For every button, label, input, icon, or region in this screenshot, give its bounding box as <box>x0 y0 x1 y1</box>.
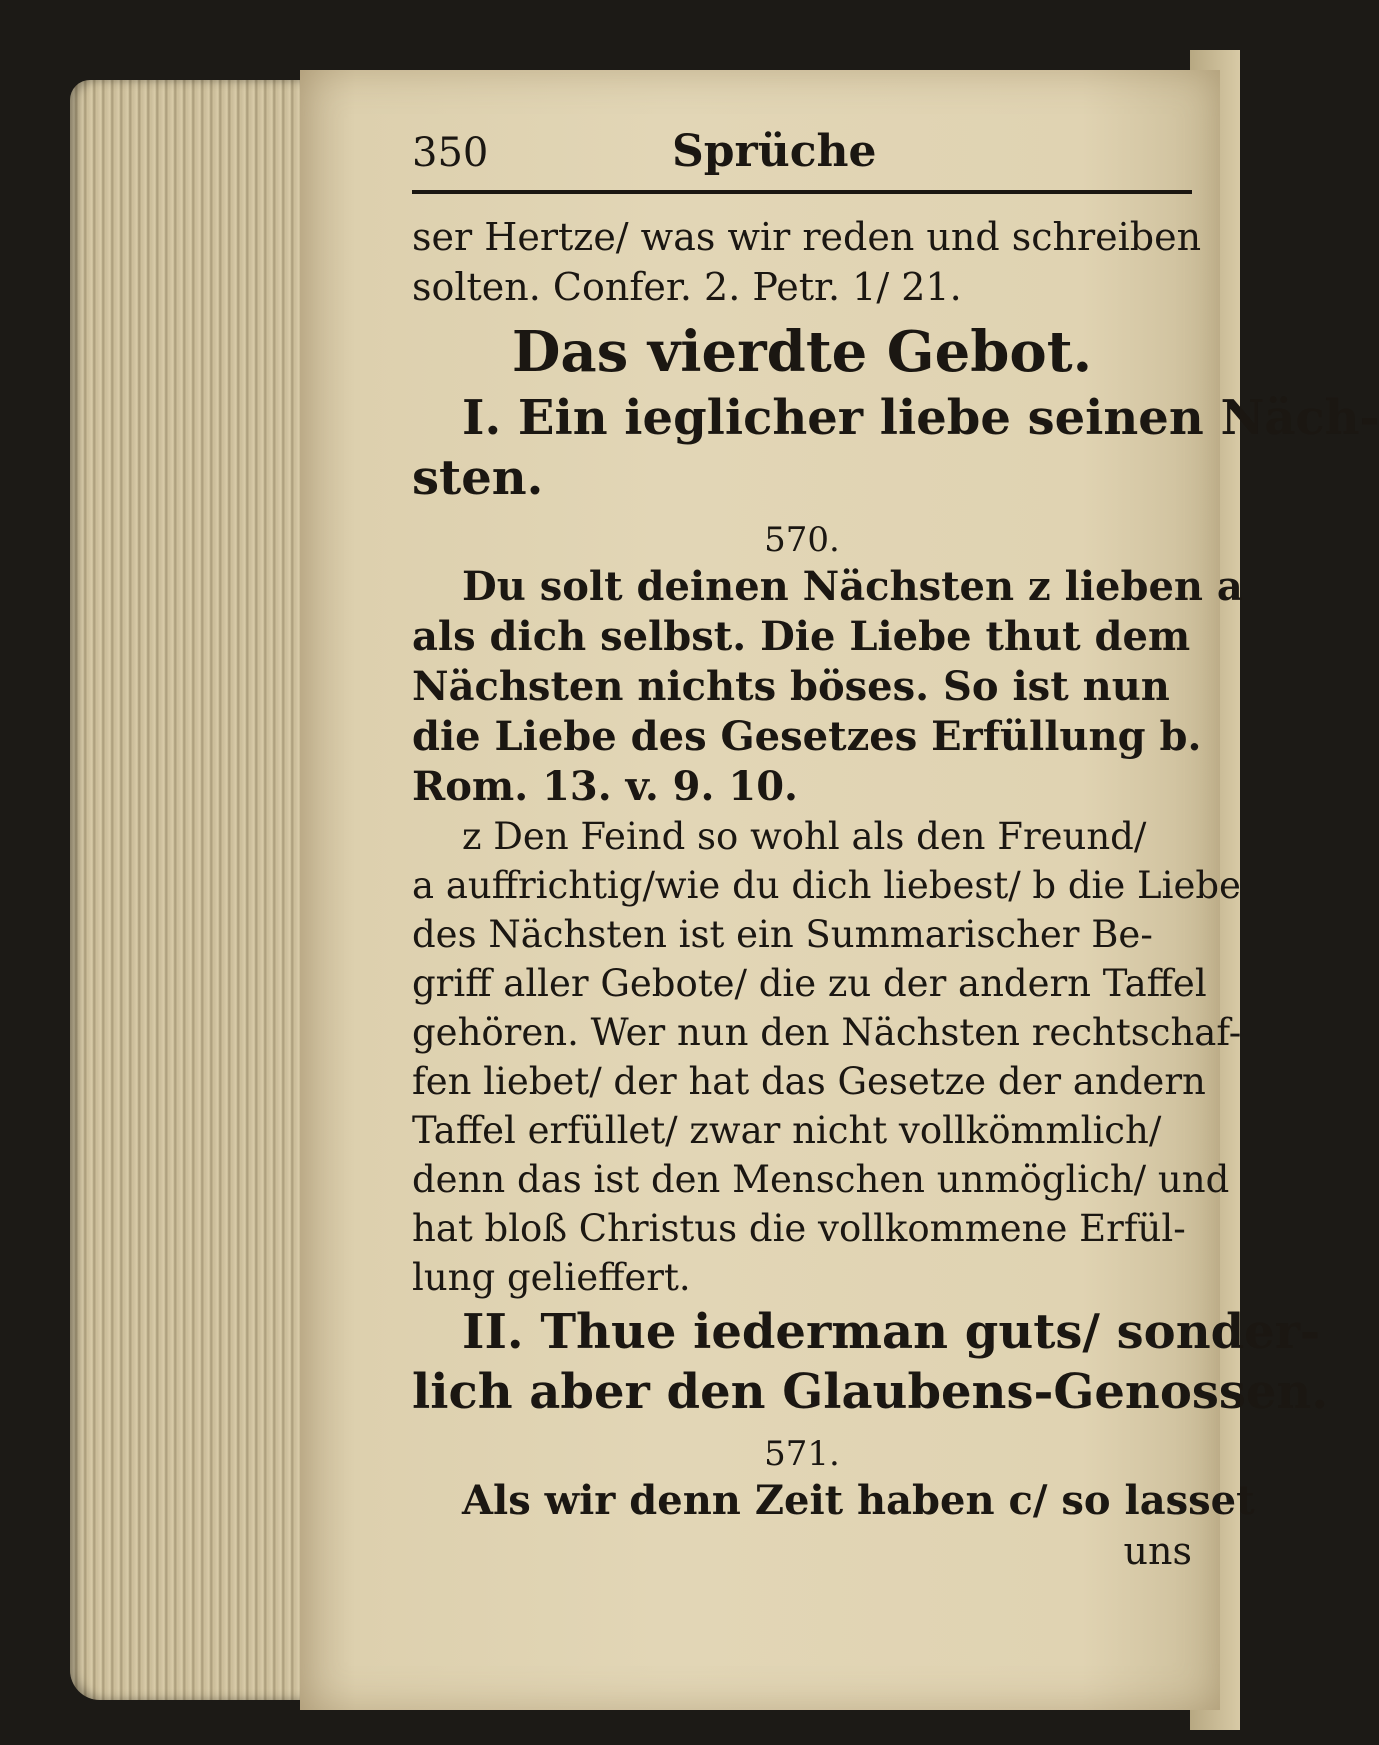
heading-line: II. Thue iederman guts/ sonder- <box>462 1304 1320 1360</box>
note-line: lung gelieffert. <box>412 1256 691 1299</box>
page-header <box>412 126 1192 190</box>
section-title: Das vierdte Gebot. <box>511 319 1093 385</box>
verse-number: 571. <box>764 1434 840 1474</box>
verse-line: Als wir denn Zeit haben c/ so lasset <box>462 1477 1255 1524</box>
note-line: fen liebet/ der hat das Gesetze der andern <box>412 1060 1206 1103</box>
page-number: 350 <box>412 130 489 176</box>
heading-line: sten. <box>412 450 544 506</box>
note-line: a auffrichtig/wie du dich liebest/ b die Liebe <box>412 864 1241 907</box>
running-head: Sprüche <box>672 126 877 177</box>
verse-line: Du solt deinen Nächsten z lieben a <box>462 563 1243 610</box>
note-line: z Den Feind so wohl als den Freund/ <box>462 815 1147 858</box>
text-line: ser Hertze/ was wir reden und schreiben <box>412 215 1202 259</box>
book-page <box>300 70 1379 1710</box>
heading-line: lich aber den Glaubens-Genossen. <box>412 1364 1329 1420</box>
text-line: solten. Confer. 2. Petr. 1/ 21. <box>412 265 962 309</box>
verse-line: Rom. 13. v. 9. 10. <box>412 763 798 810</box>
book-spread <box>40 40 1379 1730</box>
note-line: hat bloß Christus die vollkommene Erfül- <box>412 1207 1186 1250</box>
verse-number: 570. <box>764 520 840 560</box>
header-rule <box>412 190 1192 194</box>
heading-line: I. Ein ieglicher liebe seinen Näch- <box>462 390 1379 446</box>
verse-line: als dich selbst. Die Liebe thut dem <box>412 613 1191 660</box>
verse-line: die Liebe des Gesetzes Erfüllung b. <box>412 713 1202 760</box>
note-line: denn das ist den Menschen unmöglich/ und <box>412 1158 1230 1201</box>
note-line: des Nächsten ist ein Summarischer Be- <box>412 913 1153 956</box>
page-text <box>412 126 1379 1576</box>
note-line: Taffel erfüllet/ zwar nicht vollkömmlich/ <box>412 1109 1162 1152</box>
note-line: griff aller Gebote/ die zu der andern Taffel <box>412 962 1207 1005</box>
note-line: gehören. Wer nun den Nächsten rechtschaf- <box>412 1011 1242 1054</box>
verse-line: Nächsten nichts böses. So ist nun <box>412 663 1170 710</box>
catchword: uns <box>1123 1529 1192 1573</box>
